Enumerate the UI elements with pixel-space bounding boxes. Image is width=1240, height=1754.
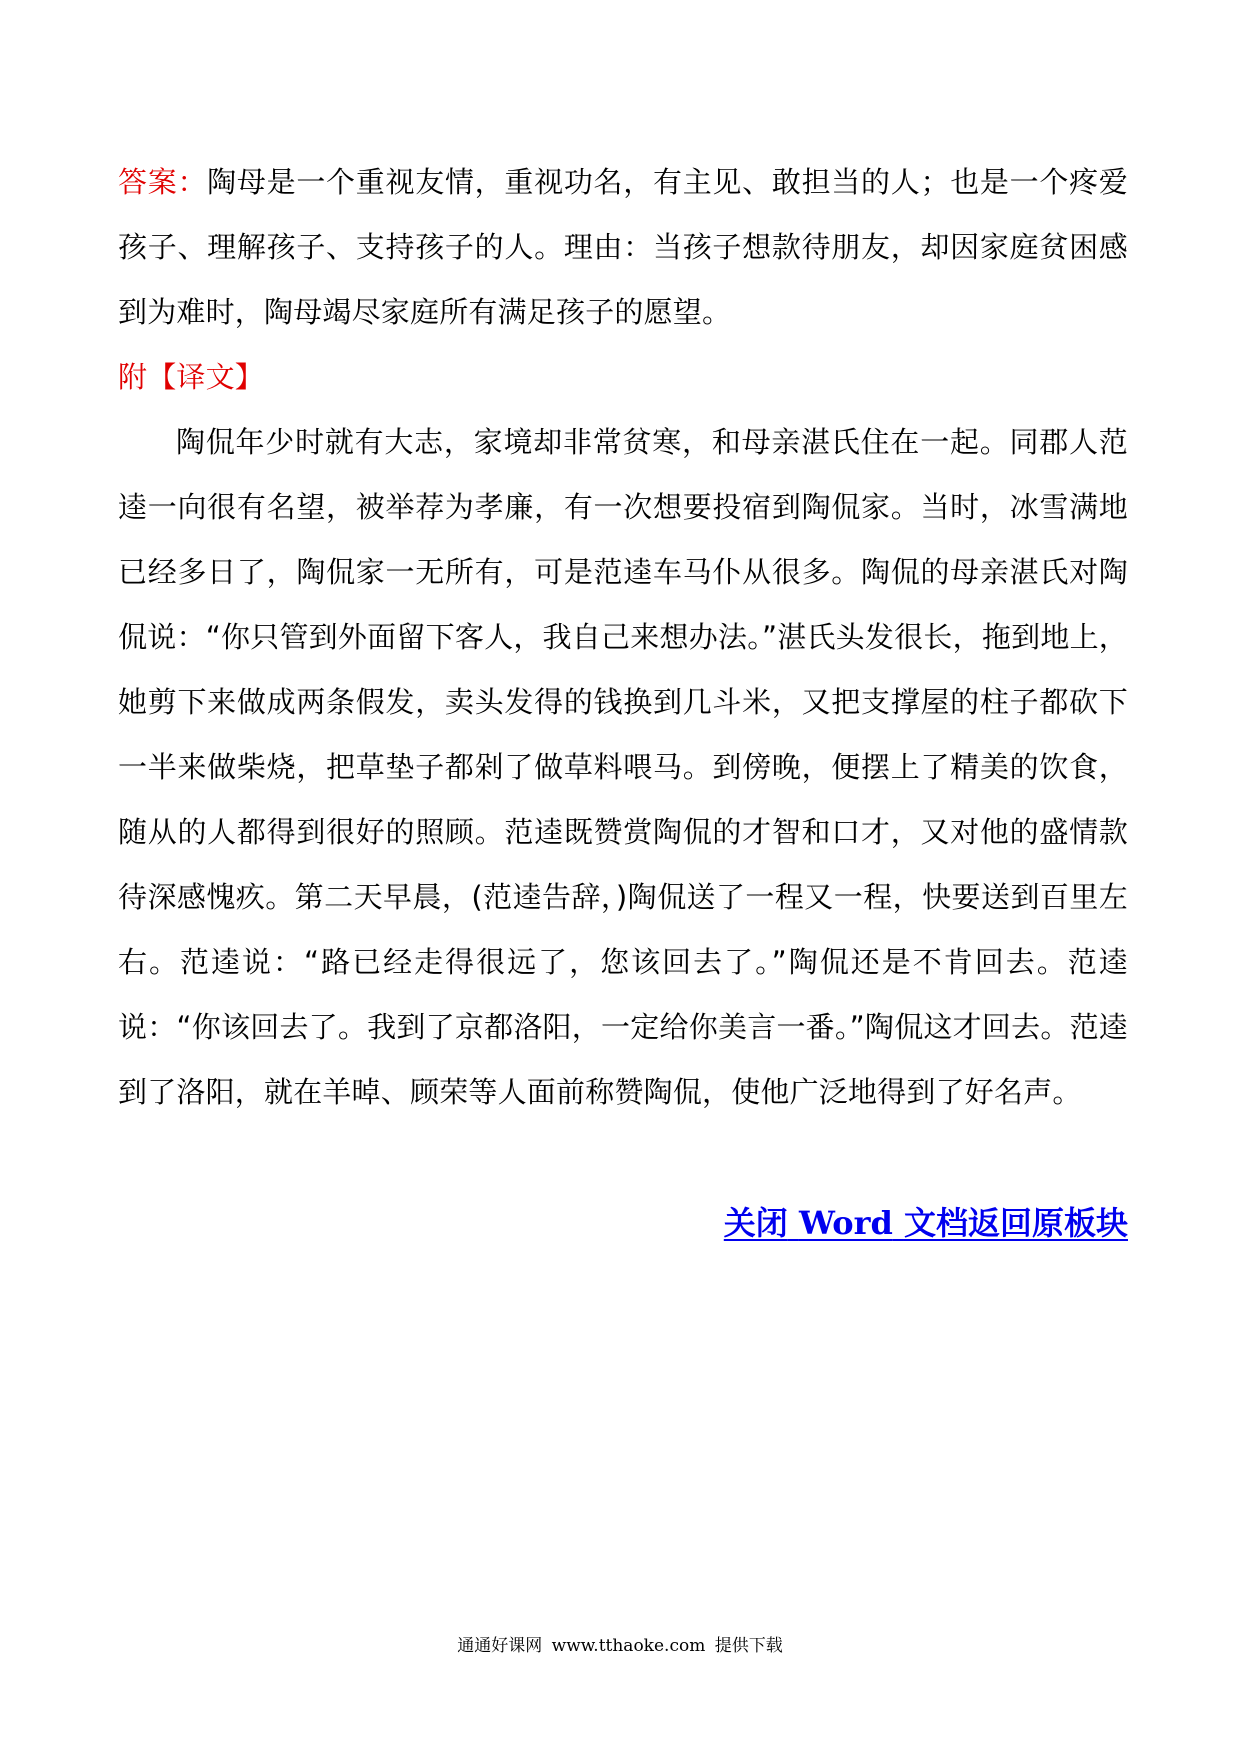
- answer-text: 陶母是一个重视友情，重视功名，有主见、敢担当的人；也是一个疼爱孩子、理解孩子、支持孩子的人。理由：当孩子想款待朋友，却因家庭贫困感到为难时，陶母竭尽家庭所有满足孩子的愿望。: [118, 165, 1128, 329]
- close-link-part3: 文档返回原板块: [903, 1204, 1128, 1242]
- close-word-document-link[interactable]: [724, 1204, 1128, 1242]
- appendix-heading: 附【译文】: [118, 360, 265, 394]
- close-link-part1: 关闭: [723, 1204, 788, 1242]
- translation-paragraph: 陶侃年少时就有大志，家境却非常贫寒，和母亲湛氏住在一起。同郡人范逵一向很有名望，被举荐为孝廉，有一次想要投宿到陶侃家。当时，冰雪满地已经多日了，陶侃家一无所有，可是范逵车马仆从很多。陶侃的母亲湛氏对陶侃说：“你只管到外面留下客人，我自己来想办法。”湛氏头发很长，拖到地上，她剪下来做成两条假发，卖头发得的钱换到几斗米，又把支撑屋的柱子都砍下一半来做柴烧，把草垫子都剁了做草料喂马。到傍晚，便摆上了精美的饮食，随从的人都得到很好的照顾。范逵既赞赏陶侃的才智和口才，又对他的盛情款待深感愧疚。第二天早晨，(范逵告辞，)陶侃送了一程又一程，快要送到百里左右。范逵说：“路已经走得很远了，您该回去了。”陶侃还是不肯回去。范逵说：“你该回去了。我到了京都洛阳，一定给你美言一番。”陶侃这才回去。范逵到了洛阳，就在羊晫、顾荣等人面前称赞陶侃，使他广泛地得到了好名声。: [118, 425, 1128, 1109]
- document-body: [118, 150, 1128, 1125]
- page-footer: 通通好课网 www.tthaoke.com 提供下载: [457, 1636, 783, 1656]
- close-link-container: [724, 1198, 1128, 1244]
- answer-paragraph: [118, 150, 1128, 345]
- answer-label: 答案：: [118, 165, 208, 199]
- close-link-part2: Word: [798, 1204, 893, 1242]
